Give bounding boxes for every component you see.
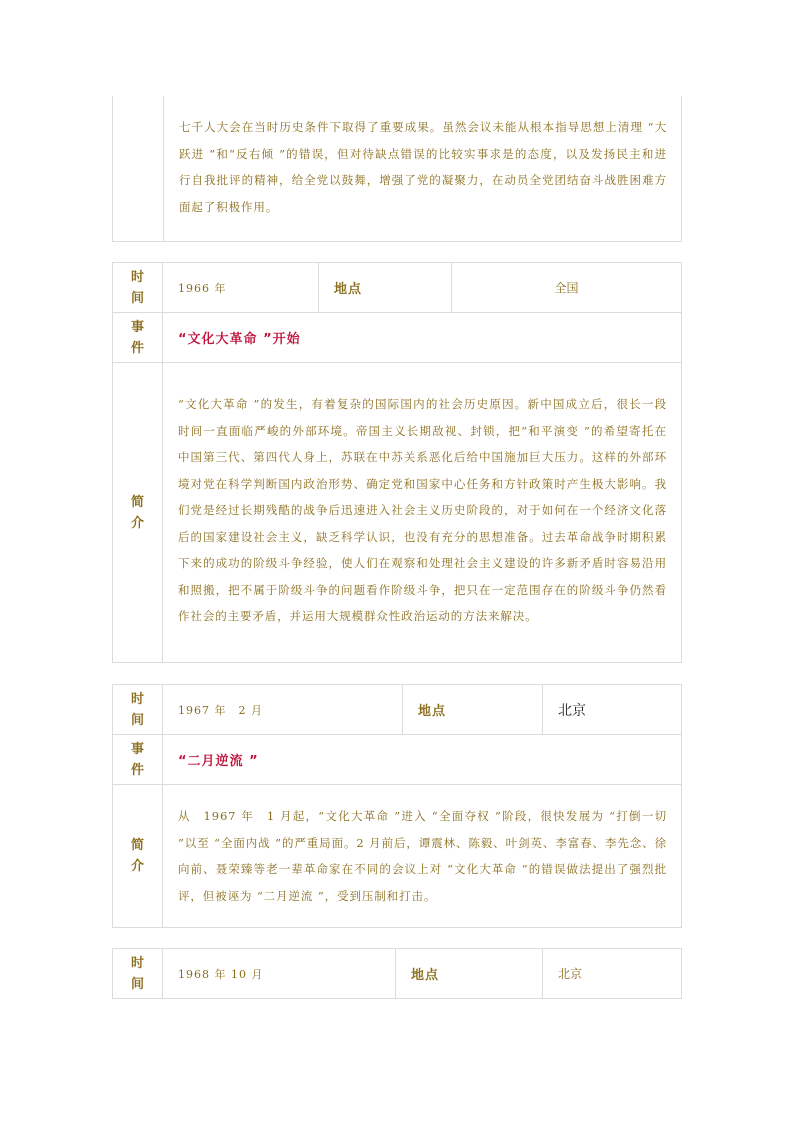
place-value: 全国 [452,263,682,313]
intro-text: 七千人大会在当时历史条件下取得了重要成果。虽然会议未能从根本指导思想上清理 “大跃进 ”和“反右倾 ”的错误，但对待缺点错误的比较实事求是的态度，以及发扬民主和进行自我批评的精神，给全党以鼓舞，增强了党的凝聚力，在动员全党团结奋斗战胜困难方面起了积极作用。 [164,96,682,241]
place-label: 地点 [396,949,543,999]
intro-text: “文化大革命 ”的发生，有着复杂的国际国内的社会历史原因。新中国成立后，很长一段时间一直面临严峻的外部环境。帝国主义长期敌视、封锁，把“和平演变 ”的希望寄托在中国第三代、第四代人身上，苏联在中苏关系恶化后给中国施加巨大压力。这样的外部环境对党在科学判断国内政治形势、确定党和国家中心任务和方针政策时产生极大影响。我们党是经过长期残酷的战争后迅速进入社会主义历史阶段的，对于如何在一个经济文化落后的国家建设社会主义，缺乏科学认识，也没有充分的思想准备。过去革命战争时期积累下来的成功的阶级斗争经验，使人们在观察和处理社会主义建设的许多新矛盾时容易沿用和照搬，把不属于阶级斗争的问题看作阶级斗争，把只在一定范围存在的阶级斗争仍然看作社会的主要矛盾，并运用大规模群众性政治运动的方法来解决。 [163,363,682,663]
time-value: 1966 年 [163,263,319,313]
place-value: 北京 [543,685,682,735]
time-value: 1967 年 2 月 [163,685,403,735]
event-label: 事 件 [113,313,163,363]
entry-table-1967 [112,684,682,928]
time-value: 1968 年 10 月 [163,949,396,999]
time-label: 时 间 [113,949,163,999]
place-label: 地点 [319,263,452,313]
intro-label: 简 介 [113,785,163,928]
entry-table-continued [112,96,682,242]
place-label: 地点 [403,685,543,735]
event-label: 事 件 [113,735,163,785]
entry-table-1966 [112,262,682,663]
place-value: 北京 [543,949,682,999]
entry-table-1968 [112,948,682,999]
intro-label: 简 介 [113,363,163,663]
event-title: “文化大革命 ”开始 [163,313,682,363]
time-label: 时 间 [113,263,163,313]
intro-text: 从 1967 年 1 月起，“文化大革命 ”进入 “全面夺权 ”阶段，很快发展为 “打倒一切 ”以至 “全面内战 ”的严重局面。2 月前后，谭震林、陈毅、叶剑英、李富春、李先念、徐向前、聂荣臻等老一辈革命家在不同的会议上对 “文化大革命 ”的错误做法提出了强烈批评，但被诬为 “二月逆流 ”，受到压制和打击。 [163,785,682,928]
intro-label-cell [113,96,164,241]
time-label: 时 间 [113,685,163,735]
event-title: “二月逆流 ” [163,735,682,785]
